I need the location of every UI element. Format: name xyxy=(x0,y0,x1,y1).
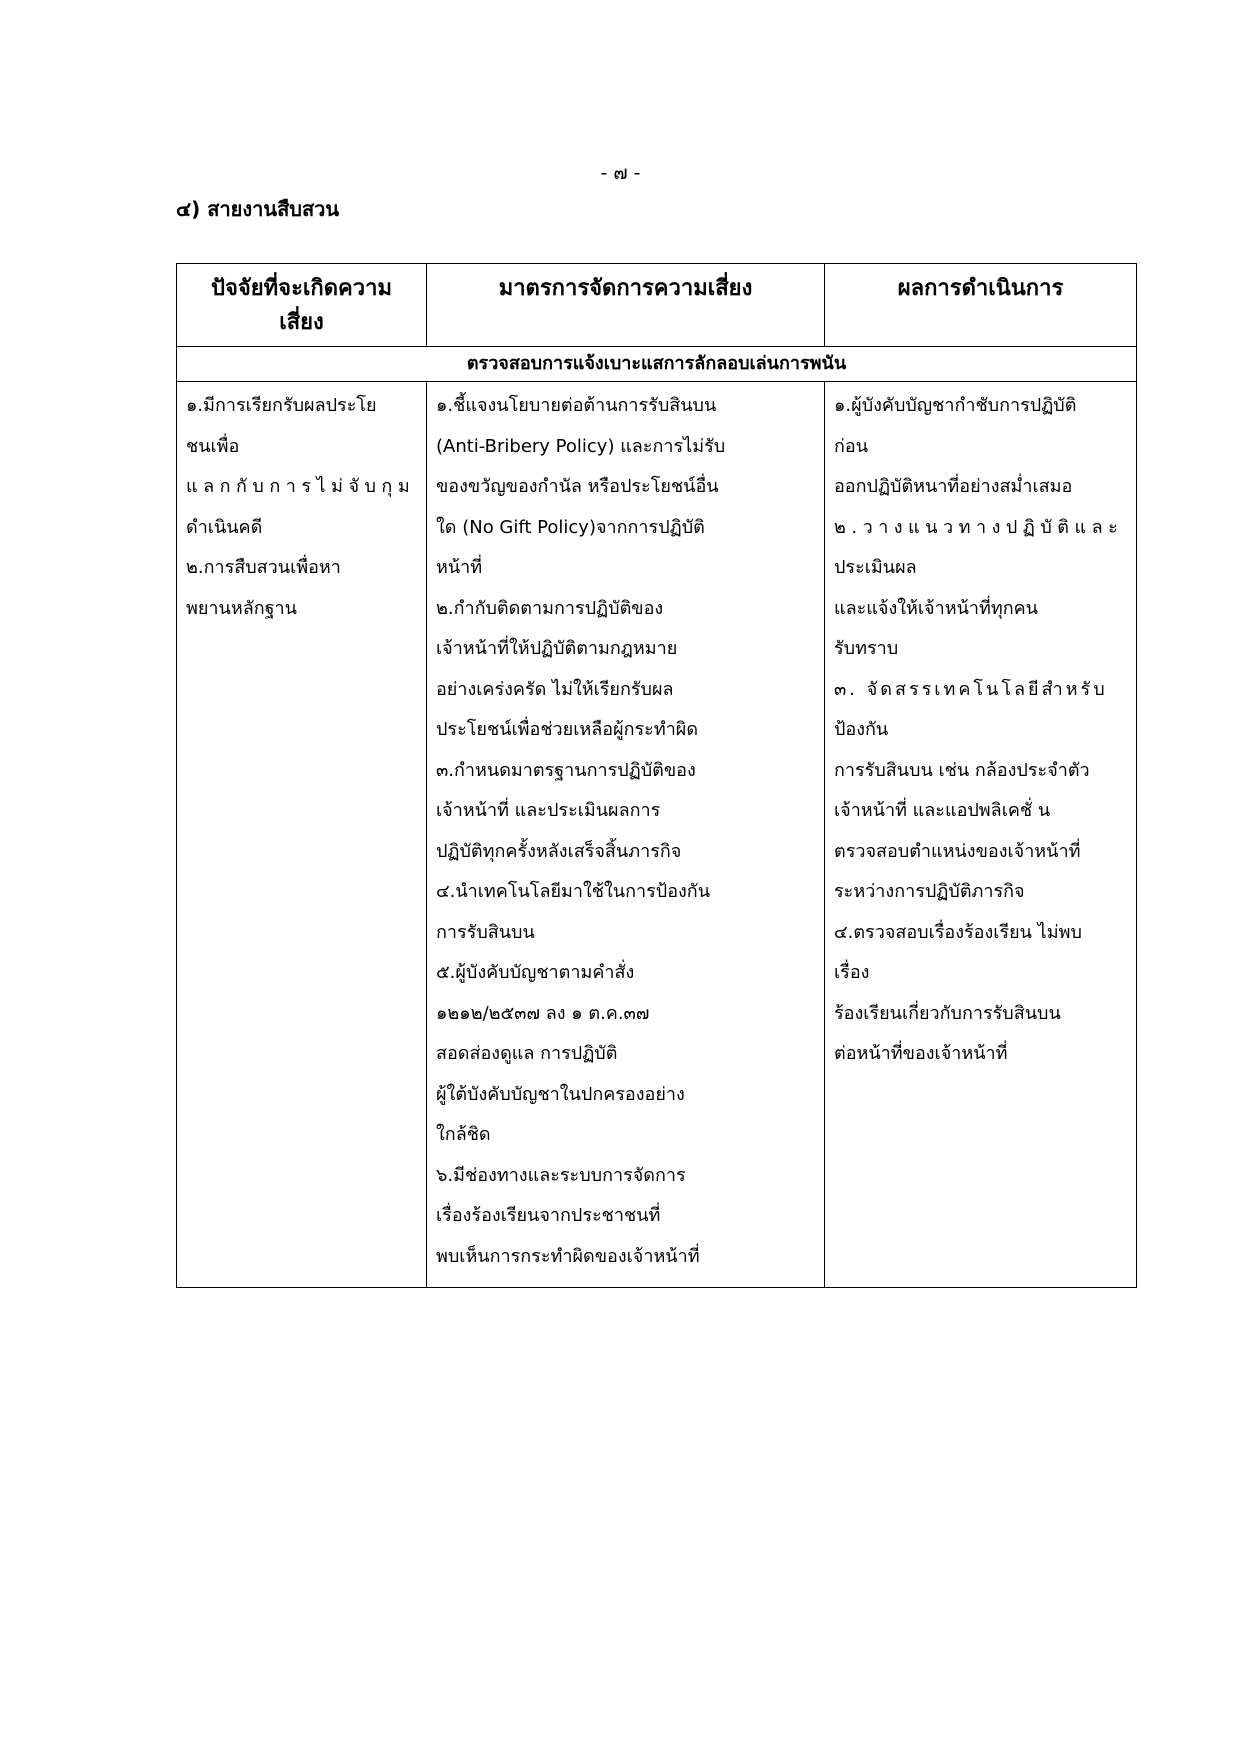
result-line: เรื่อง xyxy=(834,962,870,983)
result-line: ๔.ตรวจสอบเรื่องร้องเรียน ไม่พบ xyxy=(834,921,1082,943)
measure-line: ๔.นำเทคโนโลยีมาใช้ในการป้องกัน xyxy=(436,881,711,902)
result-line: การรับสินบน เช่น กล้องประจำตัว xyxy=(834,759,1090,781)
result-line: ก่อน xyxy=(834,435,869,457)
header-risk-factor xyxy=(177,264,427,347)
risk-factor-line: พยานหลักฐาน xyxy=(186,597,297,619)
measure-line: เรื่องร้องเรียนจากประชาชนที่ xyxy=(436,1205,661,1226)
measure-line: ๖.มีช่องทางและระบบการจัดการ xyxy=(436,1164,686,1186)
measure-line: ผู้ใต้บังคับบัญชาในปกครองอย่าง xyxy=(436,1083,685,1105)
section-row-label: ตรวจสอบการแจ้งเบาะแสการลักลอบเล่นการพนัน xyxy=(177,347,1137,382)
result-line: รับทราบ xyxy=(834,638,899,659)
measure-line: ประโยชน์เพื่อช่วยเหลือผู้กระทำผิด xyxy=(436,719,699,740)
measure-line: เจ้าหน้าที่ และประเมินผลการ xyxy=(436,800,661,821)
measure-line: หน้าที่ xyxy=(436,557,483,578)
page-number: - ๗ - xyxy=(600,162,641,184)
measure-line: ๑๒๑๒/๒๕๓๗ ลง ๑ ต.ค.๓๗ xyxy=(436,1002,650,1024)
measure-line: ๒.กำกับติดตามการปฏิบัติของ xyxy=(436,597,664,619)
risk-factor-line: แลกกับการไม่จับกุม xyxy=(186,476,416,497)
measure-line: (Anti-Bribery Policy) และการไม่รับ xyxy=(436,435,726,457)
result-line: ป้องกัน xyxy=(834,719,889,740)
header-row xyxy=(177,264,1137,347)
header-results: ผลการดำเนินการ xyxy=(825,264,1137,347)
risk-factor-line: ๑.มีการเรียกรับผลประโย xyxy=(186,395,377,416)
result-line: ออกปฏิบัติหนาที่อย่างสม่ำเสมอ xyxy=(834,476,1073,497)
risk-factor-line: ๒.การสืบสวนเพื่อหา xyxy=(186,557,341,578)
measure-line: สอดส่องดูแล การปฏิบัติ xyxy=(436,1043,618,1064)
measure-line: ใด (No Gift Policy)จากการปฏิบัติ xyxy=(436,516,705,538)
body-row xyxy=(177,382,1137,1288)
result-line: ต่อหน้าที่ของเจ้าหน้าที่ xyxy=(834,1043,1008,1064)
header-risk-factor-line1: ปัจจัยที่จะเกิดความ xyxy=(211,276,392,301)
result-line: ๒.วางแนวทางปฏิบัติและ xyxy=(834,516,1124,538)
header-risk-factor-line2: เสี่ยง xyxy=(279,310,324,335)
section-title: ๔) สายงานสืบสวน xyxy=(176,197,340,221)
section-row xyxy=(177,347,1137,382)
result-line: ๓. จัดสรรเทคโนโลยีสำหรับ xyxy=(834,678,1108,700)
measure-line: ๑.ชี้แจงนโยบายต่อต้านการรับสินบน xyxy=(436,395,717,416)
measure-line: ๕.ผู้บังคับบัญชาตามคำสั่ง xyxy=(436,962,635,983)
measure-line: ของขวัญของกำนัล หรือประโยชน์อื่น xyxy=(436,476,719,497)
result-line: ร้องเรียนเกี่ยวกับการรับสินบน xyxy=(834,1002,1061,1024)
measure-line: พบเห็นการกระทำผิดของเจ้าหน้าที่ xyxy=(436,1245,700,1267)
risk-factor-line: ชนเพื่อ xyxy=(186,435,240,457)
measure-line: ใกล้ชิด xyxy=(436,1124,491,1145)
result-line: ระหว่างการปฏิบัติภารกิจ xyxy=(834,881,1025,902)
measure-line: ปฏิบัติทุกครั้งหลังเสร็จสิ้นภารกิจ xyxy=(436,840,682,862)
risk-measures-cell xyxy=(427,382,825,1288)
risk-factor-cell xyxy=(177,382,427,1288)
result-line: และแจ้งให้เจ้าหน้าที่ทุกคน xyxy=(834,597,1038,619)
measure-line: การรับสินบน xyxy=(436,921,535,943)
result-line: เจ้าหน้าที่ และแอปพลิเคชั่ น xyxy=(834,800,1051,821)
measure-line: เจ้าหน้าที่ให้ปฏิบัติตามกฎหมาย xyxy=(436,638,678,659)
risk-table xyxy=(176,263,1137,1288)
measure-line: อย่างเคร่งครัด ไม่ให้เรียกรับผล xyxy=(436,678,674,700)
risk-factor-line: ดำเนินคดี xyxy=(186,516,263,538)
result-line: ตรวจสอบตำแหน่งของเจ้าหน้าที่ xyxy=(834,840,1081,862)
result-line: ประเมินผล xyxy=(834,557,917,578)
results-cell xyxy=(825,382,1137,1288)
measure-line: ๓.กำหนดมาตรฐานการปฏิบัติของ xyxy=(436,759,696,781)
header-risk-measures: มาตรการจัดการความเสี่ยง xyxy=(427,264,825,347)
result-line: ๑.ผู้บังคับบัญชากำชับการปฏิบัติ xyxy=(834,395,1077,416)
